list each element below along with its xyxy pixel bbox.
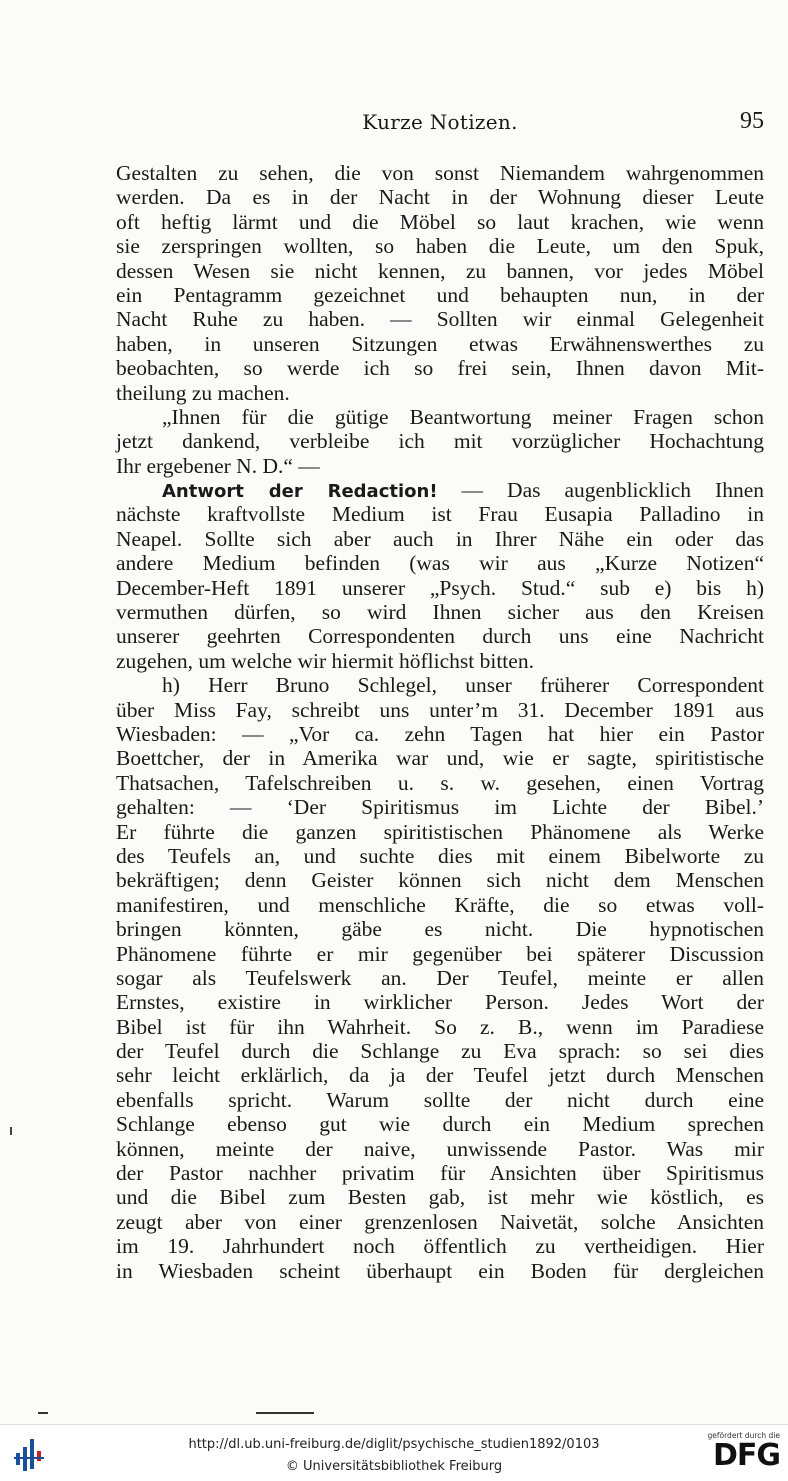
text-line [116,990,764,1014]
text-line [116,1039,764,1063]
text-line-content: haben, in unseren Sitzungen etwas Erwähnenswerthes zu [116,331,764,356]
text-line [116,454,764,478]
text-line-content: Bibel ist für ihn Wahrheit. So z. B., wenn im Paradiese [116,1014,764,1039]
text-line-content: zeugt aber von einer grenzenlosen Naivetät, solche Ansichten [116,1209,764,1234]
text-line [116,917,764,941]
running-head-title: Kurze Notizen. [362,110,518,134]
text-line [116,576,764,600]
text-line-content: des Teufels an, und suchte dies mit einem Bibelworte zu [116,843,764,868]
text-line-content: sogar als Teufelswerk an. Der Teufel, meinte er allen [116,965,764,990]
text-line [116,283,764,307]
text-line [116,1259,764,1283]
text-line-content: nächste kraftvollste Medium ist Frau Eusapia Palladino in [116,502,764,527]
dfg-logo-icon: DFG [712,1438,780,1473]
text-line [116,478,764,502]
text-line-content: werden. Da es in der Nacht in der Wohnung dieser Leute [116,185,764,210]
copyright-notice: © Universitätsbibliothek Freiburg [285,1459,503,1474]
text-line [116,527,764,551]
text-line-content: Nacht Ruhe zu haben. — Sollten wir einmal Gelegenheit [116,307,764,332]
text-line-content: über Miss Fay, schreibt uns unter’m 31. December 1891 aus [116,697,764,722]
text-line-content: sehr leicht erklärlich, da ja der Teufel jetzt durch Menschen [116,1063,764,1088]
text-line-content: Thatsachen, Tafelschreiben u. s. w. gesehen, einen Vortrag [116,770,764,795]
text-line [116,820,764,844]
text-line-content: bekräftigen; denn Geister können sich nicht dem Menschen [116,868,764,893]
text-line-content: Schlange ebenso gut wie durch ein Medium sprechen [116,1112,764,1137]
text-line-content: theilung zu machen. [116,380,290,405]
text-line-content: h) Herr Bruno Schlegel, unser früherer Correspondent [162,673,764,698]
text-line [116,356,764,380]
text-line-content: unserer geehrten Correspondenten durch uns eine Nachricht [116,624,764,649]
text-line [116,1161,764,1185]
text-line-content: bringen könnten, gäbe es nicht. Die hypnotischen [116,917,764,942]
text-line [116,551,764,575]
margin-mark [10,1127,12,1135]
text-line [116,502,764,526]
text-line [116,893,764,917]
text-line [116,1234,764,1258]
text-line [116,1063,764,1087]
body-text [116,161,764,1283]
text-line-content: manifestiren, und menschliche Kräfte, die so etwas voll- [116,892,764,917]
text-line [116,1015,764,1039]
text-line [116,722,764,746]
text-line-content: gehalten: — ‘Der Spiritismus im Lichte der Bibel.’ [116,795,764,820]
text-line [116,771,764,795]
text-line-content: und die Bibel zum Besten gab, ist mehr wie köstlich, es [116,1185,764,1210]
text-line [116,1210,764,1234]
dfg-funding-note: gefördert durch die [707,1431,780,1440]
text-line [116,966,764,990]
text-line-content: der Teufel durch die Schlange zu Eva sprach: so sei dies [116,1039,764,1064]
text-line-content: andere Medium befinden (was wir aus „Kurze Notizen“ [116,551,764,576]
text-line [116,844,764,868]
text-line-content: Neapel. Sollte sich aber auch in Ihrer Nähe ein oder das [116,526,764,551]
text-line-content: dessen Wesen sie nicht kennen, zu bannen, vor jedes Möbel [116,258,764,283]
text-line [116,381,764,405]
scan-artifact [256,1412,314,1414]
text-line-content: Boettcher, der in Amerika war und, wie er sagte, spiritistische [116,746,764,771]
text-line-content: der Pastor nachher privatim für Ansichten über Spiritismus [116,1161,764,1186]
text-line-content: ebenfalls spricht. Warum sollte der nicht durch eine [116,1087,764,1112]
text-line-content: December-Heft 1891 unserer „Psych. Stud.“ sub e) bis h) [116,575,764,600]
dfg-logo [696,1431,780,1477]
text-line-content: im 19. Jahrhundert noch öffentlich zu vertheidigen. Hier [116,1234,764,1259]
text-line-content: Ernstes, existire in wirklicher Person. Jedes Wort der [116,990,764,1015]
text-line [116,698,764,722]
text-line [116,405,764,429]
text-line [116,429,764,453]
text-line [116,332,764,356]
text-line [116,942,764,966]
text-line [116,259,764,283]
text-line [116,234,764,258]
text-line [116,1185,764,1209]
text-line-content: Phänomene führte er mir gegenüber bei späterer Discussion [116,941,764,966]
source-url-link[interactable]: http://dl.ub.uni-freiburg.de/diglit/psychische_studien1892/0103 [188,1437,600,1452]
text-line [116,600,764,624]
text-line-content: vermuthen dürfen, so wird Ihnen sicher aus den Kreisen [116,600,764,625]
text-line [116,307,764,331]
section-heading: Antwort der Redaction! [162,481,438,503]
running-head [116,110,764,140]
text-line-content: Er führte die ganzen spiritistischen Phänomene als Werke [116,819,764,844]
text-line [116,868,764,892]
text-line [116,185,764,209]
text-line [116,1112,764,1136]
text-line-content: sie zerspringen wollten, so haben die Leute, um den Spuk, [116,234,764,259]
text-line-content: zugehen, um welche wir hiermit höflichst bitten. [116,648,534,673]
text-line [116,1137,764,1161]
text-line-content: „Ihnen für die gütige Beantwortung meiner Fragen schon [162,404,764,429]
text-line [116,624,764,648]
text-line-content: in Wiesbaden scheint überhaupt ein Boden für dergleichen [116,1258,764,1283]
text-line [116,649,764,673]
footer-bar [0,1424,788,1481]
scan-artifact [38,1412,48,1414]
text-line-content: Ihr ergebener N. D.“ — [116,453,320,478]
text-line [116,210,764,234]
text-line-content: — Das augenblicklich Ihnen [437,478,765,503]
text-line-content: beobachten, so werde ich so frei sein, Ihnen davon Mit- [116,356,764,381]
text-line [116,673,764,697]
text-line [116,1088,764,1112]
text-line [116,746,764,770]
page-number: 95 [740,108,764,134]
text-line-content: Wiesbaden: — „Vor ca. zehn Tagen hat hier ein Pastor [116,721,764,746]
text-line-content: ein Pentagramm gezeichnet und behaupten nun, in der [116,282,764,307]
text-line-content: oft heftig lärmt und die Möbel so laut krachen, wie wenn [116,209,764,234]
text-line [116,795,764,819]
text-line [116,161,764,185]
text-line-content: Gestalten zu sehen, die von sonst Niemandem wahrgenommen [116,161,764,185]
text-line-content: jetzt dankend, verbleibe ich mit vorzüglicher Hochachtung [116,429,764,454]
text-line-content: können, meinte der naive, unwissende Pastor. Was mir [116,1136,764,1161]
